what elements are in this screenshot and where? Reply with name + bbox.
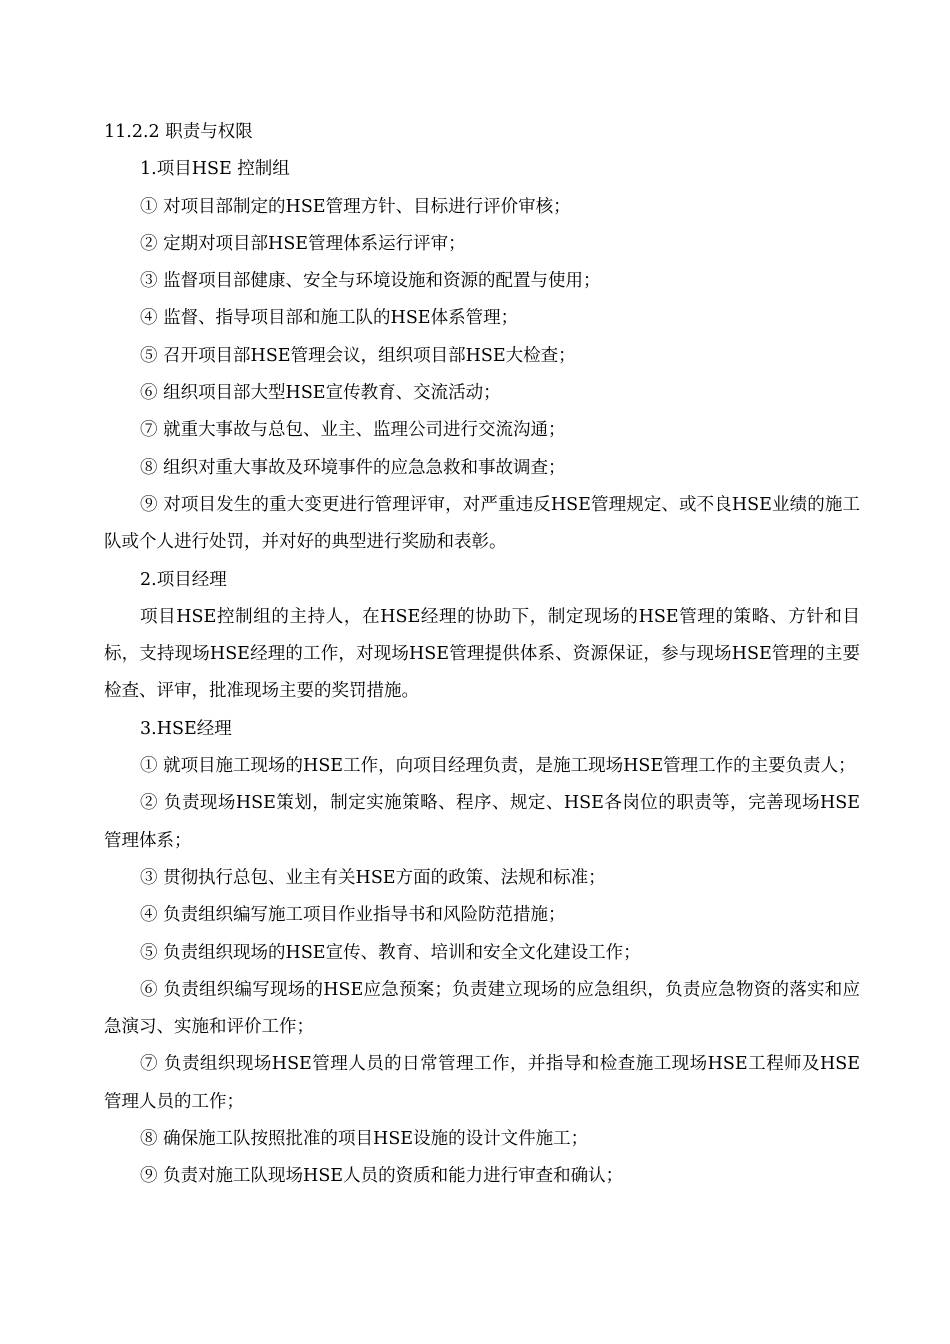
group1-item-2: ② 定期对项目部HSE管理体系运行评审； — [140, 233, 466, 254]
group3-item-1: ① 就项目施工现场的HSE工作，向项目经理负责，是施工现场HSE管理工作的主要负责人； — [140, 756, 856, 777]
group1-item-6: ⑥ 组织项目部大型HSE宣传教育、交流活动； — [140, 383, 501, 404]
document-body — [104, 114, 860, 1196]
group1-title: 1.项目HSE 控制组 — [140, 159, 290, 180]
group3-title: 3.HSE经理 — [140, 718, 232, 739]
group1-item-9: ⑨ 对项目发生的重大变更进行管理评审，对严重违反HSE管理规定、或不良HSE业绩的施工队或个人进行处罚，并对好的典型进行奖励和表彰。 — [104, 494, 860, 553]
group3-item-3: ③ 贯彻执行总包、业主有关HSE方面的政策、法规和标准； — [140, 867, 606, 888]
group3-item-6: ⑥ 负责组织编写现场的HSE应急预案；负责建立现场的应急组织，负责应急物资的落实和应急演习、实施和评价工作； — [104, 979, 860, 1038]
group1-item-7: ⑦ 就重大事故与总包、业主、监理公司进行交流沟通； — [140, 420, 566, 441]
section-heading: 11.2.2 职责与权限 — [104, 122, 253, 142]
group3-item-4: ④ 负责组织编写施工项目作业指导书和风险防范措施； — [140, 905, 566, 926]
group3-item-8: ⑧ 确保施工队按照批准的项目HSE设施的设计文件施工； — [140, 1129, 589, 1150]
group3-item-5: ⑤ 负责组织现场的HSE宣传、教育、培训和安全文化建设工作； — [140, 942, 641, 963]
group1-item-1: ① 对项目部制定的HSE管理方针、目标进行评价审核； — [140, 196, 571, 217]
group1-item-3: ③ 监督项目部健康、安全与环境设施和资源的配置与使用； — [140, 271, 601, 292]
group1-item-5: ⑤ 召开项目部HSE管理会议，组织项目部HSE大检查； — [140, 345, 576, 366]
group3-item-7: ⑦ 负责组织现场HSE管理人员的日常管理工作，并指导和检查施工现场HSE工程师及HSE管理人员的工作； — [104, 1054, 860, 1112]
group2-title: 2.项目经理 — [140, 569, 227, 590]
group3-item-9: ⑨ 负责对施工队现场HSE人员的资质和能力进行审查和确认； — [140, 1166, 624, 1187]
group1-item-4: ④ 监督、指导项目部和施工队的HSE体系管理； — [140, 308, 519, 329]
group2-paragraph: 项目HSE控制组的主持人，在HSE经理的协助下，制定现场的HSE管理的策略、方针和目标，支持现场HSE经理的工作，对现场HSE管理提供体系、资源保证，参与现场HSE管理的主要检查、评审，批准现场主要的奖罚措施。 — [104, 606, 860, 702]
group1-item-8: ⑧ 组织对重大事故及环境事件的应急急救和事故调查； — [140, 457, 566, 478]
group3-item-2: ② 负责现场HSE策划，制定实施策略、程序、规定、HSE各岗位的职责等，完善现场HSE管理体系； — [104, 793, 860, 851]
